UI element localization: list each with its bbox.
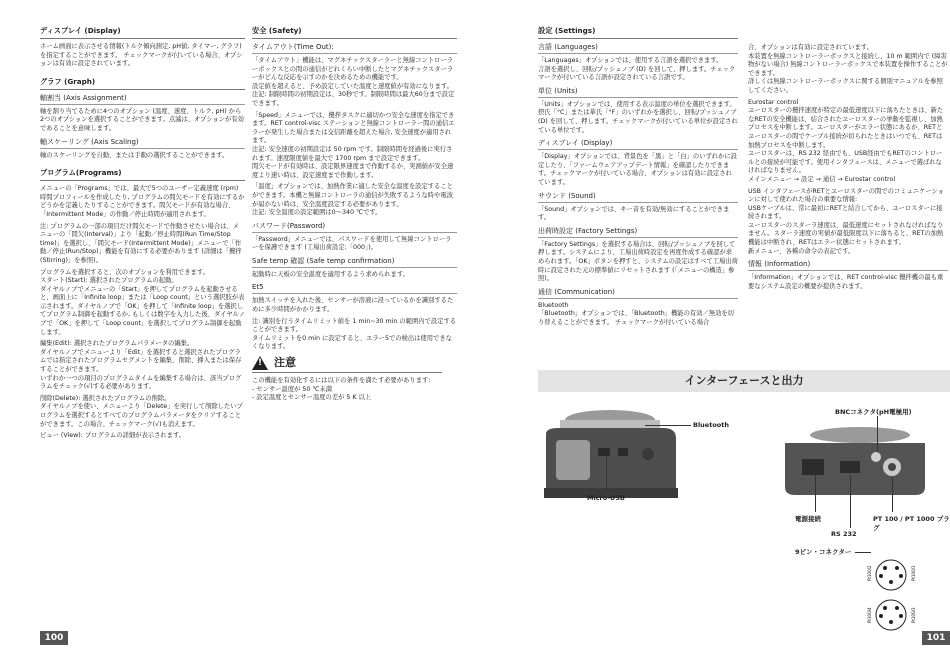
body-paragraph: Eurostar control ユーロスターの攪拌速度が特定の最低速度以下に落ちたときは、新たなRETの安全機能は、結合されたユーロスターの挙動を監視し、加熱プロセスを中断します。ユーロスターがエラー状態にあるか、RETとユーロスターの間でケーブル接続が切られたときはいつでも、RETは加熱プロセスを中断します。 ユーロスターは、RS 232 経由でも、USB経由でもRETのコントロールとの接続が可能です。使用インタフェースは、メニューで選ばれなければなりません。 メインメニュー → 設定 → 通信 → Eurostar control — [748, 98, 944, 183]
body-paragraph: 「温度」オプションでは、加熱作業に適した安全な温度を設定することができます。本機と無線コントローラの通信が失敗するような時や電波が届かない時は、安全温度設定する必要があります。 注記: 安全温度の設定範囲は0～340 ℃です。 — [252, 183, 453, 217]
leader-micro-usb — [606, 456, 607, 492]
body-paragraph: 「Languages」オプションでは、使用する言語を選択できます。 言語を選択し、回転/プッシュノブ (D) を回して、押します。チェックマークが付いている言語が設定されている言語です。 — [538, 57, 736, 82]
section-heading: 設定 (Settings) — [538, 26, 738, 39]
body-paragraph: 軸のスケーリングを自動、または手動の選択することができます。 — [40, 151, 229, 159]
pin-label-2: Pt100/1 — [911, 565, 916, 581]
body-paragraph: 「Speed」メニューでは、攪拌タスクに適切かつ安全な速度を指定できます。RET control-visc ステーションと無線コントローラー間の通信エラーが発生した場合または交信距離を超えた場合, 安全速度が適用されます。 注記: 安全速度の初期設定は 50 rpm です。制限時間を経過後に実行されます。速度限度値を最大で 1700 rpm まで設定できます。 間欠モードが有効時は、設定限界速度まで作動するか、実測値が安全速度より速い時は、設定速度まで作動します。 — [252, 111, 455, 179]
body-paragraph: 削除(Delete): 選択されたプログラムの削除。 ダイヤルノブを使い、メニューより「Delete」を実行して削除したいプログラムを選択するとすべてのプログラムパラメータをクリアすることができます。この場合、チェックマーク(√)も消えます。 — [40, 394, 243, 428]
body-paragraph: 起動時に天板の安全温度を適用するよう求められます。 — [252, 270, 409, 278]
caution-notice — [252, 356, 442, 373]
body-paragraph: プログラムを選択すると、次のオプションを利用できます。 スタート(Start): 選択されたプログラムの起動。 ダイヤルノブでメニューの「Start」を押してプログラムを起動させると、画面上に「Infinite loop」または「Loop count」という選択肢が表示されます。ダイヤルノブで「OK」を押して「Infinite loop」を選択してプログラム制御を起動するか, もしくは数字を入力した後、ダイヤルノブで「OK」を押して「Loop count」を選択してプログラム制御を起動します。 — [40, 268, 245, 336]
body-paragraph: 「Information」オプションでは、RET control-visc 攪拌機の最も重要なシステム設定の概要が提供されます。 — [748, 274, 944, 290]
device-front-image — [538, 408, 683, 503]
body-paragraph: USB インタフェースがRETとユーロスターの間でのコミュニケーションに対して使われた場合の重要な情報: USBケーブルは、常に最初にRETと結合してから、ユーロスターに接続されます。 ユーロスターのスターラ速度は、最低速度にセットされなければなりません。スターラ速度の実値が最低限度以下に落ちると、RETの加熱機能は中断され、RETはエラー状態にセットされます。 新メニュー、各種の命令の表記です。 — [748, 187, 944, 255]
leader-9pin — [855, 552, 871, 553]
leader-rs232 — [850, 475, 851, 528]
section-heading: 安全 (Safety) — [252, 26, 457, 39]
right-page — [475, 0, 950, 659]
label-rs232: RS 232 — [831, 530, 857, 538]
body-paragraph: 加熱スイッチを入れた後、センサーが溶液に浸っているかを識別するために多少時間がかかります。 — [252, 297, 454, 314]
body-paragraph: 「Factory Settings」を選択する場合は、回転/プッシュノブを回して押します。システムにより、工場出荷時設定を再度作成する確認が求められます。「OK」ボタンを押すと、システムの設定はすべて工場出荷時に設定された元の標準値にリセットされます (「メニューの構造」参照)。 — [538, 240, 738, 283]
subsection-heading: 軸スケーリング (Axis Scaling) — [40, 138, 245, 149]
leader-bnc — [877, 416, 878, 452]
body-paragraph: 「Units」オプションでは、使用する表示温度の単位を選択できます。摂氏「°C」または華氏「°F」のいずれかを選択し、回転/プッシュノブ (D) を回して、押します。チェックマークが付いている単位が設定されている単位です。 — [538, 100, 739, 134]
body-paragraph: ビュー (View): プログラムの詳細が表示されます。 — [40, 432, 186, 440]
label-power: 電源接続 — [795, 515, 821, 523]
subsection-heading: タイムアウト(Time Out): — [252, 43, 457, 54]
subsection-heading: 情報 (Information) — [748, 260, 948, 271]
body-paragraph: メニューの「Programs」では、最大で5つのユーザー定義速度 (rpm) 時間プロフィールを作成したり, プログラムの間欠モードを有効にするかどうかを定義したりすることができます。間欠モードが有効な場合、「Intermittent Mode」の作動／停止時間が適用されます。 — [40, 185, 245, 218]
left-column-1 — [40, 26, 245, 444]
leader-pt — [892, 477, 893, 512]
body-paragraph: ホーム画面に表示させる情報(トルク傾向測定, pH値, タイマー, グラフ) を指定することができます。 チェックマークが付いている場合、オプションは有効に設定されています。 — [40, 43, 244, 68]
label-bnc: BNCコネクタ(pH電極用) — [835, 408, 912, 416]
subsection-heading: 言語 (Languages) — [538, 43, 738, 54]
right-column-1 — [538, 26, 738, 330]
page-number-right: 101 — [922, 631, 950, 645]
subsection-heading: 出荷時設定 (Factory Settings) — [538, 227, 738, 238]
leader-bluetooth — [645, 425, 691, 426]
right-column-2 — [748, 44, 948, 294]
body-paragraph: 注: 識別を行うタイムリミット値を 1 min~30 min の範囲内で設定することができます。 タイムリミットを0 min に設定すると、エラー5での検出は使用できなくなります。 — [252, 317, 457, 351]
body-paragraph: 編集(Edit): 選択されたプログラムパラメータの編集。 ダイヤルノブでメニューより「Edit」を選択すると選択されたプログラムでは指定されたプログラムセグメントを編集、削除、挿入または保存することができます。 いずれか一つの項目のプログラムタイムを編集する場合は、該当プログラムをチェック(√)する必要があります。 — [40, 340, 242, 391]
subsection-heading: 通信 (Communication) — [538, 288, 738, 299]
pin-label-3: Pt100/4 — [867, 607, 872, 623]
subsection-heading: Safe temp 確認 (Safe temp confirmation) — [252, 257, 457, 268]
body-paragraph: この機能を有効化するには以下の条件を満たす必要があります: - センサー温度が 50 ℃未満 - 設定温度とセンサー温度の差が 5 K 以上 — [252, 377, 431, 402]
label-pt: PT 100 / PT 1000 プラグ — [873, 515, 950, 532]
device-back-image — [780, 425, 930, 500]
connector-pinout-image — [867, 555, 927, 635]
body-paragraph: 「タイムアウト」機能は、マグネチックスターラーと無線コントローラーボックスとの間の通信がどれくらい中断したとマグネチックスターラーがどんな反応を示すのかを決めるための機能です。 設定値を超えると、予め設定していた温度と速度値が有効になります。 注記: 制限時間の初期設定は、30秒です。制限時間は最大60分まで設定できます。 — [252, 57, 455, 107]
subsection-heading: サウンド (Sound) — [538, 192, 738, 203]
label-micro-usb: Micro-USB — [587, 494, 625, 502]
subsection-heading: パスワード(Password) — [252, 222, 457, 233]
section-heading: プログラム(Programs) — [40, 168, 245, 181]
body-paragraph: 「Password」メニューでは、パスワードを使用して無線コントローラーを保護できます (工場出荷設定:「000」)。 — [252, 235, 452, 252]
caution-label: 注意 — [274, 355, 296, 369]
subsection-heading: ディスプレイ (Display) — [538, 139, 738, 150]
body-paragraph: 合、オプションは有効に設定されています。 本装置を無線コントローラーボックスと接続し、10 m 範囲内で (障害物がない場合) 無線コントローラーボックスで本装置を操作することができます。 詳しくは無線コントローラーボックスに関する個別マニュアルを参照してください。 — [748, 44, 948, 94]
leader-power — [815, 475, 816, 512]
label-9pin: 9ピン・コネクター — [795, 548, 852, 556]
section-heading: グラフ (Graph) — [40, 77, 245, 90]
body-paragraph: 「Sound」オプションでは、キー音を有効/無効にすることができます。 — [538, 205, 730, 222]
subsection-heading: Et5 — [252, 283, 457, 294]
body-paragraph: 注: プログラムの一部の項目だけ間欠モードで作動させたい場合は、メニューの「間欠(Interval)」より「起動／停止時間(Run Time/Stop time)」を選択し、「間欠モード(Intermittent Mode)」メニューで「作動／停止(Run/Stop)」機能を有効にする必要があります (詳細は「攪拌(Stirring)」を参照)。 — [40, 222, 242, 264]
body-paragraph: Bluetooth 「Bluetooth」オプションでは、「Bluetooth」機能の有効／無効を切り替えることができます。 チェックマークが付いている場合 — [538, 301, 734, 326]
pin-label-4: Pt100/3 — [911, 607, 916, 623]
body-paragraph: 「Display」オプションでは、背景色を「黒」と「白」のいずれかに設定したり、「ファームウェアアップデート情報」を確認したりできます。チェックマークが付いている場合、オプションは有効に設定されています。 — [538, 153, 737, 186]
subsection-heading: 単位 (Units) — [538, 87, 738, 98]
interface-banner: インターフェースと出力 — [538, 370, 950, 392]
body-paragraph: 軸を割り当てるために4つのオプション (温度、速度、トルク, pH) から2つのオプションを選択することができます。点滅は、オプションが有効であることを意味します。 — [40, 107, 244, 132]
pin-label-1: Pt100/2 — [867, 565, 872, 581]
warning-icon: ! — [252, 356, 268, 370]
page-number-left: 100 — [40, 631, 68, 645]
section-heading: ディスプレイ (Display) — [40, 26, 245, 39]
left-column-2 — [252, 26, 457, 406]
label-bluetooth: Bluetooth — [693, 421, 729, 429]
subsection-heading: 軸割当 (Axis Assignment) — [40, 94, 245, 105]
